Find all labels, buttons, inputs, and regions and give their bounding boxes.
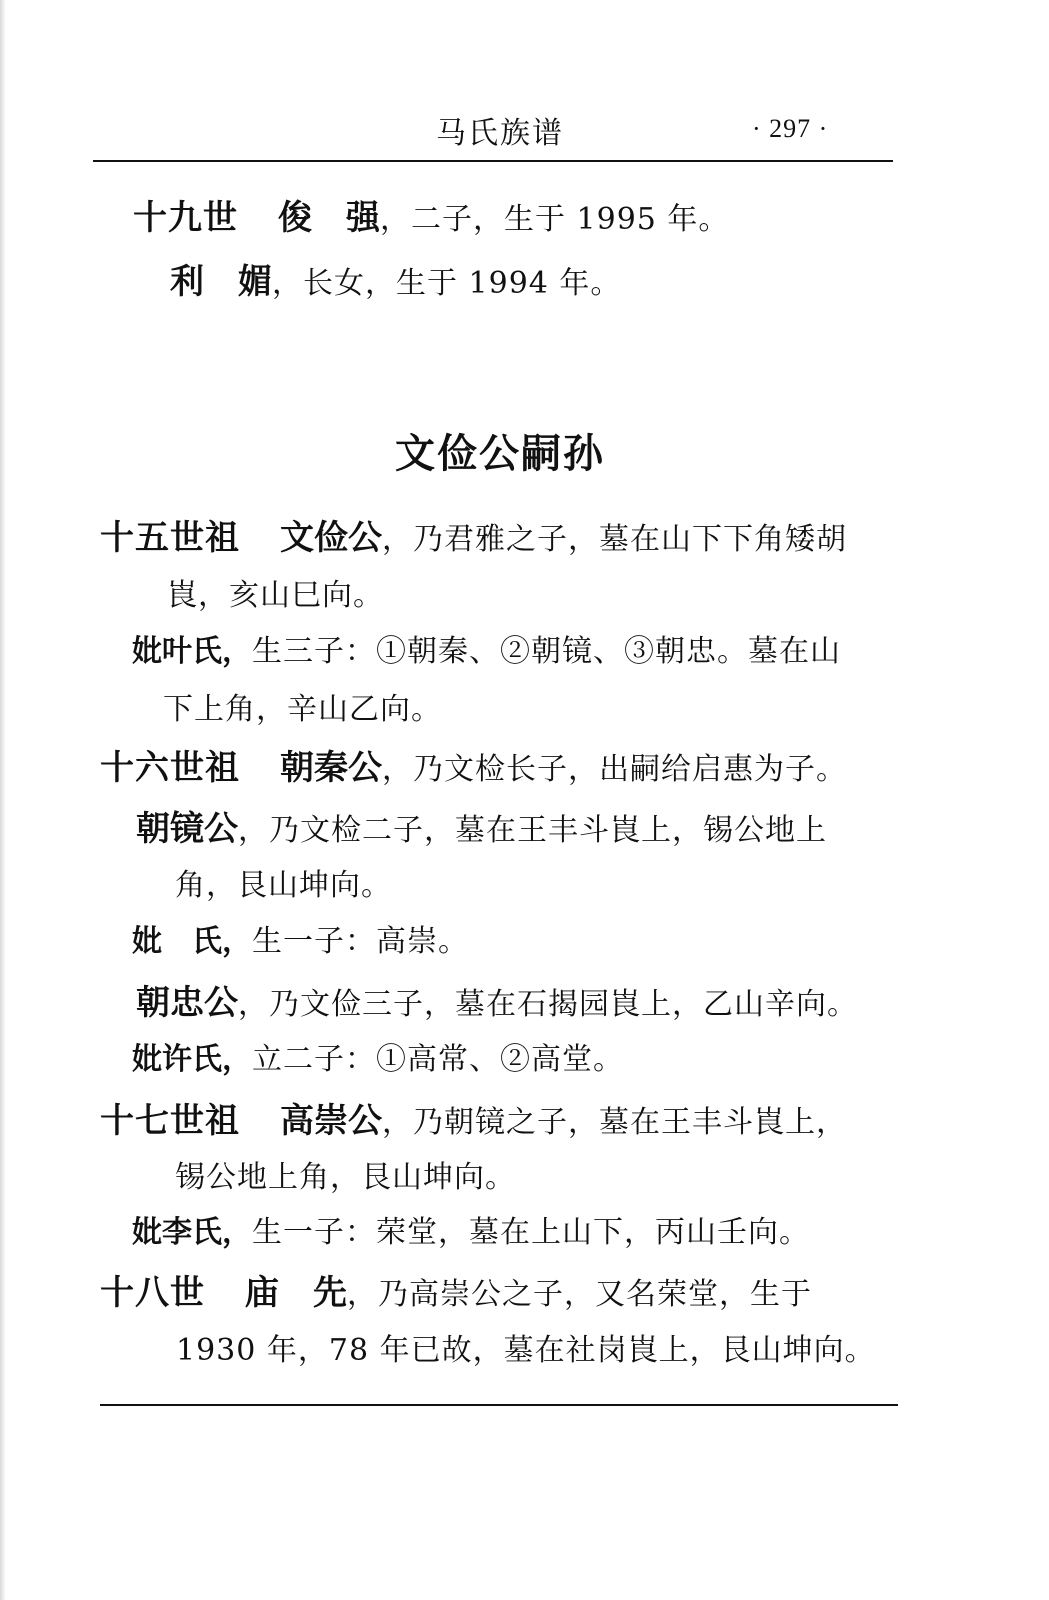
- generation-label: 十五世祖: [100, 518, 240, 558]
- entry-text: ，乃君雅之子，墓在山下下角矮胡: [382, 522, 847, 557]
- page-number: · 297 ·: [752, 114, 829, 143]
- entry-text: ，乃朝镜之子，墓在王丰斗崀上，: [382, 1105, 847, 1140]
- continuation-line: [175, 866, 392, 906]
- entry-text: 生三子：①朝秦、②朝镜、③朝忠。墓在山: [252, 634, 841, 669]
- continuation-line: [163, 690, 442, 730]
- entry-line: [100, 1101, 847, 1143]
- person-name: 朝忠公: [136, 983, 238, 1023]
- person-name: 文俭公: [280, 518, 382, 558]
- entry-text: 立二子：①高常、②高堂。: [252, 1042, 624, 1077]
- entry-text: 生一子：荣堂，墓在上山下，丙山壬向。: [252, 1215, 810, 1250]
- entry-text: ，乃文检长子，出嗣给启惠为子。: [382, 752, 847, 787]
- running-header-title: 马氏族谱: [436, 116, 564, 151]
- person-name: 俊 强: [278, 198, 380, 238]
- spouse-label: 妣 氏，: [132, 924, 252, 959]
- generation-label: 十八世: [100, 1273, 205, 1313]
- entry-text: 崀，亥山巳向。: [167, 578, 384, 613]
- person-name: 朝秦公: [280, 748, 382, 788]
- spouse-label: 妣许氏，: [132, 1042, 252, 1077]
- header-rule: [93, 160, 893, 162]
- person-name: 高崇公: [280, 1101, 382, 1141]
- entry-line: [136, 983, 858, 1025]
- entry-text: ，长女，生于 1994 年。: [272, 266, 622, 301]
- person-name: 庙 先: [245, 1273, 347, 1313]
- person-name: 利 媚: [170, 262, 272, 302]
- entry-line: [100, 748, 847, 790]
- generation-label: 十九世: [133, 198, 238, 238]
- entry-text: 锡公地上角，艮山坤向。: [175, 1160, 516, 1195]
- continuation-line: [167, 576, 384, 616]
- section-title: 文俭公嗣孙: [395, 431, 605, 477]
- generation-label: 十七世祖: [100, 1101, 240, 1141]
- entry-text: ，乃高崇公之子，又名荣堂，生于: [347, 1277, 812, 1312]
- person-name: 朝镜公: [136, 809, 238, 849]
- entry-line: [100, 518, 847, 560]
- entry-text: 生一子：高崇。: [252, 924, 469, 959]
- entry-text: ，乃文检二子，墓在王丰斗崀上，锡公地上: [238, 813, 827, 848]
- entry-text: ，乃文俭三子，墓在石揭园崀上，乙山辛向。: [238, 987, 858, 1022]
- entry-line: [100, 1273, 812, 1315]
- entry-text: ，二子，生于 1995 年。: [380, 202, 730, 237]
- generation-label: 十六世祖: [100, 748, 240, 788]
- entry-line: [133, 198, 729, 240]
- entry-line: [136, 809, 827, 851]
- entry-text: 下上角，辛山乙向。: [163, 692, 442, 727]
- page-edge-shadow: [0, 0, 6, 1600]
- entry-text: 角，艮山坤向。: [175, 868, 392, 903]
- footer-rule: [100, 1404, 898, 1406]
- continuation-line: [176, 1331, 876, 1371]
- spouse-line: [132, 1213, 810, 1253]
- spouse-label: 妣李氏，: [132, 1215, 252, 1250]
- spouse-line: [132, 632, 841, 672]
- spouse-line: [132, 1040, 624, 1080]
- spouse-label: 妣叶氏，: [132, 634, 252, 669]
- entry-line: [170, 262, 621, 304]
- spouse-line: [132, 922, 469, 962]
- entry-text: 1930 年，78 年已故，墓在社岗崀上，艮山坤向。: [176, 1333, 876, 1368]
- continuation-line: [175, 1158, 516, 1198]
